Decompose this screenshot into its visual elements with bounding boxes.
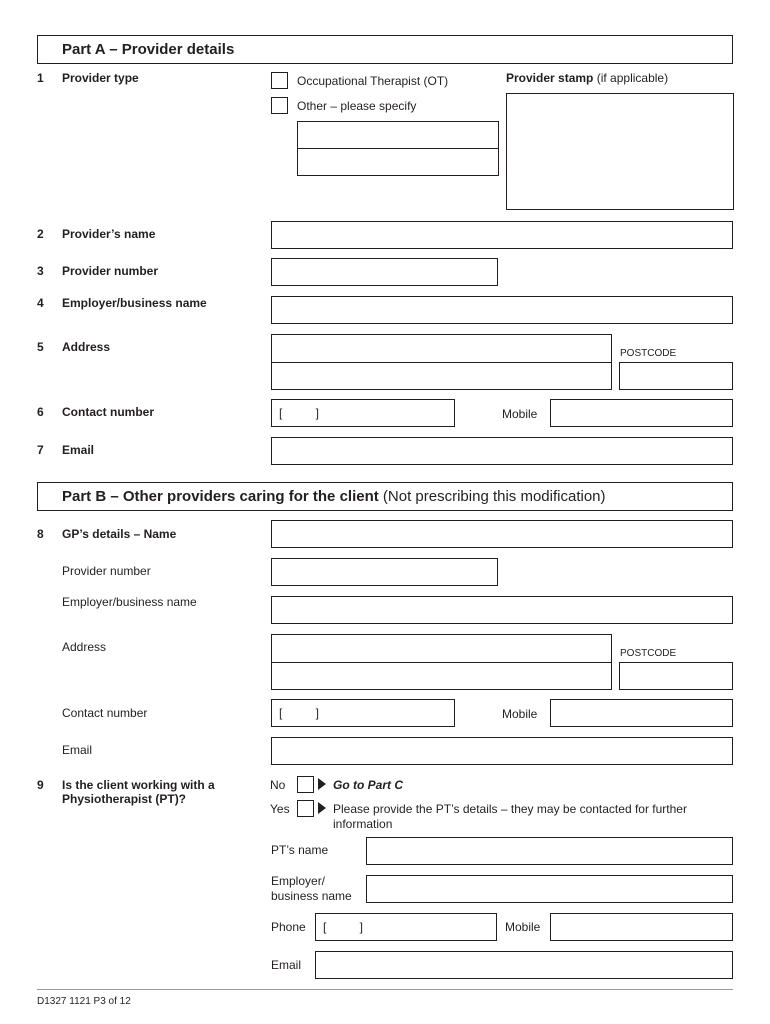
gp-address-label: Address: [62, 640, 107, 654]
gp-email-label: Email: [62, 743, 93, 757]
gp-provider-number-input[interactable]: [271, 558, 498, 586]
gp-postcode-input[interactable]: [619, 662, 733, 690]
provider-name-label: Provider’s name: [62, 227, 156, 241]
part-a-header: [37, 35, 733, 64]
provider-name-input[interactable]: [271, 221, 733, 249]
provider-number-input[interactable]: [271, 258, 498, 286]
yes-label: Yes: [270, 802, 290, 816]
pt-employer-label-line1: Employer/: [271, 874, 326, 888]
other-specify-divider: [297, 148, 499, 149]
mobile-input[interactable]: [550, 399, 733, 427]
mobile-label: Mobile: [502, 407, 538, 421]
pt-phone-label: Phone: [271, 920, 306, 934]
footer-rule: [37, 989, 733, 990]
yes-instructions-line1: Please provide the PT’s details – they may be contacted for further: [333, 802, 687, 816]
pt-employer-input[interactable]: [366, 875, 733, 903]
physio-question-line2: Physiotherapist (PT)?: [62, 792, 187, 806]
go-to-part-c: Go to Part C: [333, 778, 404, 792]
q5-number: 5: [37, 340, 44, 354]
ot-option-label: Occupational Therapist (OT): [297, 74, 449, 88]
employer-business-input[interactable]: [271, 296, 733, 324]
pt-email-label: Email: [271, 958, 302, 972]
gp-address-divider: [271, 662, 612, 663]
contact-number-label: Contact number: [62, 405, 155, 419]
other-option-label: Other – please specify: [297, 99, 417, 113]
email-input[interactable]: [271, 437, 733, 465]
gp-name-input[interactable]: [271, 520, 733, 548]
part-b-header: [37, 482, 733, 511]
gp-mobile-label: Mobile: [502, 707, 538, 721]
q9-number: 9: [37, 778, 44, 792]
q3-number: 3: [37, 264, 44, 278]
postcode-input[interactable]: [619, 362, 733, 390]
gp-email-input[interactable]: [271, 737, 733, 765]
q1-number: 1: [37, 71, 44, 85]
gp-name-label: GP’s details – Name: [62, 527, 177, 541]
arrow-right-icon: [318, 778, 326, 790]
no-checkbox[interactable]: [297, 776, 314, 793]
yes-checkbox[interactable]: [297, 800, 314, 817]
part-b-title: Part B – Other providers caring for the client: [62, 488, 379, 505]
pt-area-code-brackets: [ ]: [323, 920, 364, 934]
gp-employer-label: Employer/business name: [62, 595, 197, 609]
gp-area-code-brackets: [ ]: [279, 706, 320, 720]
gp-contact-input[interactable]: [271, 699, 455, 727]
part-a-title: Part A – Provider details: [62, 41, 235, 58]
provider-stamp-box[interactable]: [506, 93, 734, 210]
pt-mobile-input[interactable]: [550, 913, 733, 941]
contact-number-input[interactable]: [271, 399, 455, 427]
arrow-right-icon: [318, 802, 326, 814]
postcode-label: POSTCODE: [620, 348, 677, 359]
provider-stamp-label-bold: Provider stamp: [506, 71, 594, 85]
physio-question-line1: Is the client working with a: [62, 778, 215, 792]
address-divider: [271, 362, 612, 363]
provider-stamp-label-rest: (if applicable): [596, 71, 669, 85]
q6-number: 6: [37, 405, 44, 419]
gp-postcode-label: POSTCODE: [620, 648, 677, 659]
yes-instructions-line2: information: [333, 817, 393, 831]
part-b-subtitle: (Not prescribing this modification): [382, 488, 606, 505]
pt-name-label: PT’s name: [271, 843, 329, 857]
other-checkbox[interactable]: [271, 97, 288, 114]
address-label: Address: [62, 340, 111, 354]
pt-name-input[interactable]: [366, 837, 733, 865]
email-label: Email: [62, 443, 95, 457]
pt-email-input[interactable]: [315, 951, 733, 979]
q8-number: 8: [37, 527, 44, 541]
ot-checkbox[interactable]: [271, 72, 288, 89]
provider-number-label: Provider number: [62, 264, 159, 278]
pt-employer-label-line2: business name: [271, 889, 352, 903]
q4-number: 4: [37, 296, 44, 310]
pt-phone-input[interactable]: [315, 913, 497, 941]
area-code-brackets: [ ]: [279, 406, 320, 420]
gp-mobile-input[interactable]: [550, 699, 733, 727]
provider-type-label: Provider type: [62, 71, 139, 85]
gp-employer-input[interactable]: [271, 596, 733, 624]
employer-business-label: Employer/business name: [62, 296, 207, 310]
q2-number: 2: [37, 227, 44, 241]
q7-number: 7: [37, 443, 44, 457]
footer-form-code: D1327 1121 P3 of 12: [37, 996, 131, 1007]
pt-mobile-label: Mobile: [505, 920, 541, 934]
no-label: No: [270, 778, 286, 792]
gp-contact-label: Contact number: [62, 706, 148, 720]
provider-stamp-label: [506, 71, 668, 85]
gp-provider-number-label: Provider number: [62, 564, 151, 578]
